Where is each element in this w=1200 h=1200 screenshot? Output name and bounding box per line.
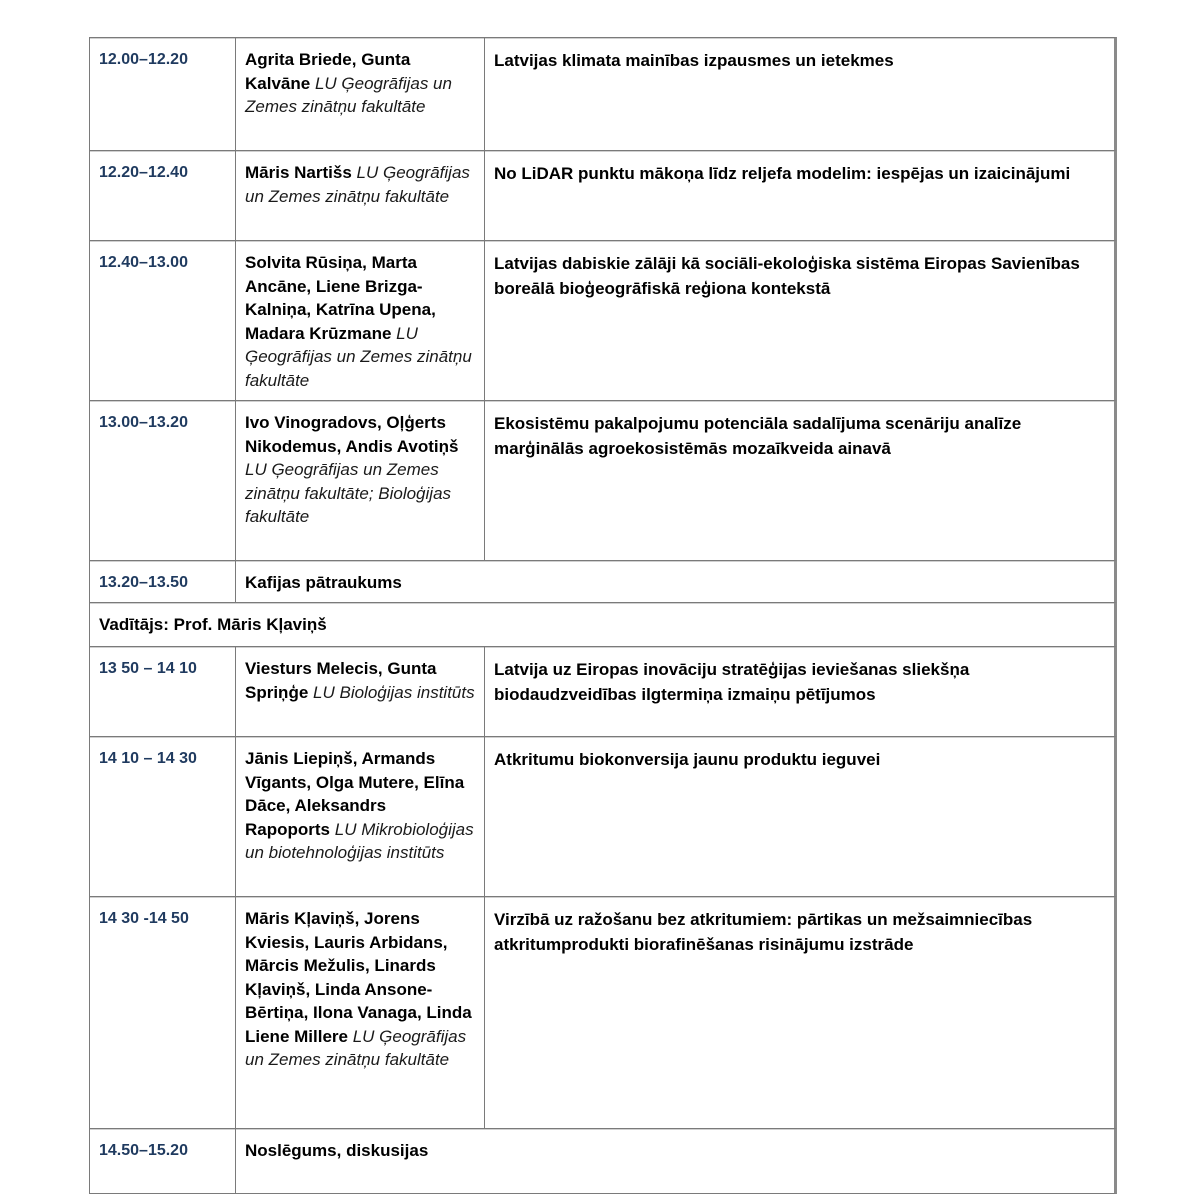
author-names: Māris Nartišs [245, 163, 352, 182]
break-label: Kafijas pātraukums [235, 560, 1117, 602]
table-row [89, 646, 1117, 736]
author-affiliation: LU Ģeogrāfijas un Zemes zinātņu fakultāte [245, 1026, 467, 1069]
author-affiliation: LU Ģeogrāfijas un Zemes zinātņu fakultāte [245, 323, 472, 390]
table-row [89, 240, 1117, 400]
session-authors [235, 896, 484, 1128]
moderator-row [89, 602, 1117, 646]
session-title: No LiDAR punktu mākoņa līdz reljefa modelim: iespējas un izaicinājumi [484, 150, 1117, 240]
session-time: 13 50 – 14 10 [89, 646, 235, 736]
table-row [89, 736, 1117, 896]
closing-row [89, 1128, 1117, 1194]
session-time: 14 30 -14 50 [89, 896, 235, 1128]
session-title: Virzībā uz ražošanu bez atkritumiem: pārtikas un mežsaimniecības atkritumprodukti biorafinēšanas risinājumu izstrāde [484, 896, 1117, 1128]
session-title: Latvijas dabiskie zālāji kā sociāli-ekoloģiska sistēma Eiropas Savienības boreālā bioģeogrāfiskā reģiona kontekstā [484, 240, 1117, 400]
session-authors [235, 37, 484, 150]
session-authors [235, 240, 484, 400]
break-row [89, 560, 1117, 602]
session-title: Ekosistēmu pakalpojumu potenciāla sadalījuma scenāriju analīze marģinālās agroekosistēmās mozaīkveida ainavā [484, 400, 1117, 560]
author-affiliation: LU Ģeogrāfijas un Zemes zinātņu fakultāte; Bioloģijas fakultāte [245, 460, 452, 526]
session-time: 13.00–13.20 [89, 400, 235, 560]
program-table [89, 37, 1117, 1194]
author-names: Māris Kļaviņš, Jorens Kviesis, Lauris Arbidans, Mārcis Mežulis, Linards Kļaviņš, Linda Ansone-Bērtiņa, Ilona Vanaga, Linda Liene Millere [245, 909, 472, 1046]
author-affiliation: LU Mikrobioloģijas un biotehnoloģijas institūts [245, 819, 474, 862]
author-names: Ivo Vinogradovs, Oļģerts Nikodemus, Andis Avotiņš [245, 413, 459, 456]
session-time: 14 10 – 14 30 [89, 736, 235, 896]
session-title: Latvija uz Eiropas inovāciju stratēģijas ieviešanas sliekšņa biodaudzveidības ilgtermiņa izmaiņu pētījumos [484, 646, 1117, 736]
author-affiliation: LU Bioloģijas institūts [313, 682, 475, 702]
author-names: Solvita Rūsiņa, Marta Ancāne, Liene Brizga-Kalniņa, Katrīna Upena, Madara Krūzmane [245, 253, 436, 343]
table-row [89, 896, 1117, 1128]
closing-time: 14.50–15.20 [89, 1128, 235, 1194]
table-row [89, 400, 1117, 560]
author-names: Jānis Liepiņš, Armands Vīgants, Olga Mutere, Elīna Dāce, Aleksandrs Rapoports [245, 749, 465, 839]
session-authors [235, 150, 484, 240]
session-time: 12.40–13.00 [89, 240, 235, 400]
closing-label: Noslēgums, diskusijas [235, 1128, 1117, 1194]
session-authors [235, 646, 484, 736]
session-time: 12.20–12.40 [89, 150, 235, 240]
session-title: Atkritumu biokonversija jaunu produktu ieguvei [484, 736, 1117, 896]
session-authors [235, 736, 484, 896]
break-time: 13.20–13.50 [89, 560, 235, 602]
session-title: Latvijas klimata mainības izpausmes un ietekmes [484, 37, 1117, 150]
moderator-label: Vadītājs: Prof. Māris Kļaviņš [89, 602, 1117, 646]
table-row [89, 37, 1117, 150]
author-affiliation: LU Ģeogrāfijas un Zemes zinātņu fakultāte [245, 163, 470, 206]
session-time: 12.00–12.20 [89, 37, 235, 150]
session-authors [235, 400, 484, 560]
table-row [89, 150, 1117, 240]
author-names: Agrita Briede, Gunta Kalvāne [245, 50, 411, 93]
author-affiliation: LU Ģeogrāfijas un Zemes zinātņu fakultāte [245, 73, 452, 116]
author-names: Viesturs Melecis, Gunta Spriņģe [245, 659, 437, 702]
